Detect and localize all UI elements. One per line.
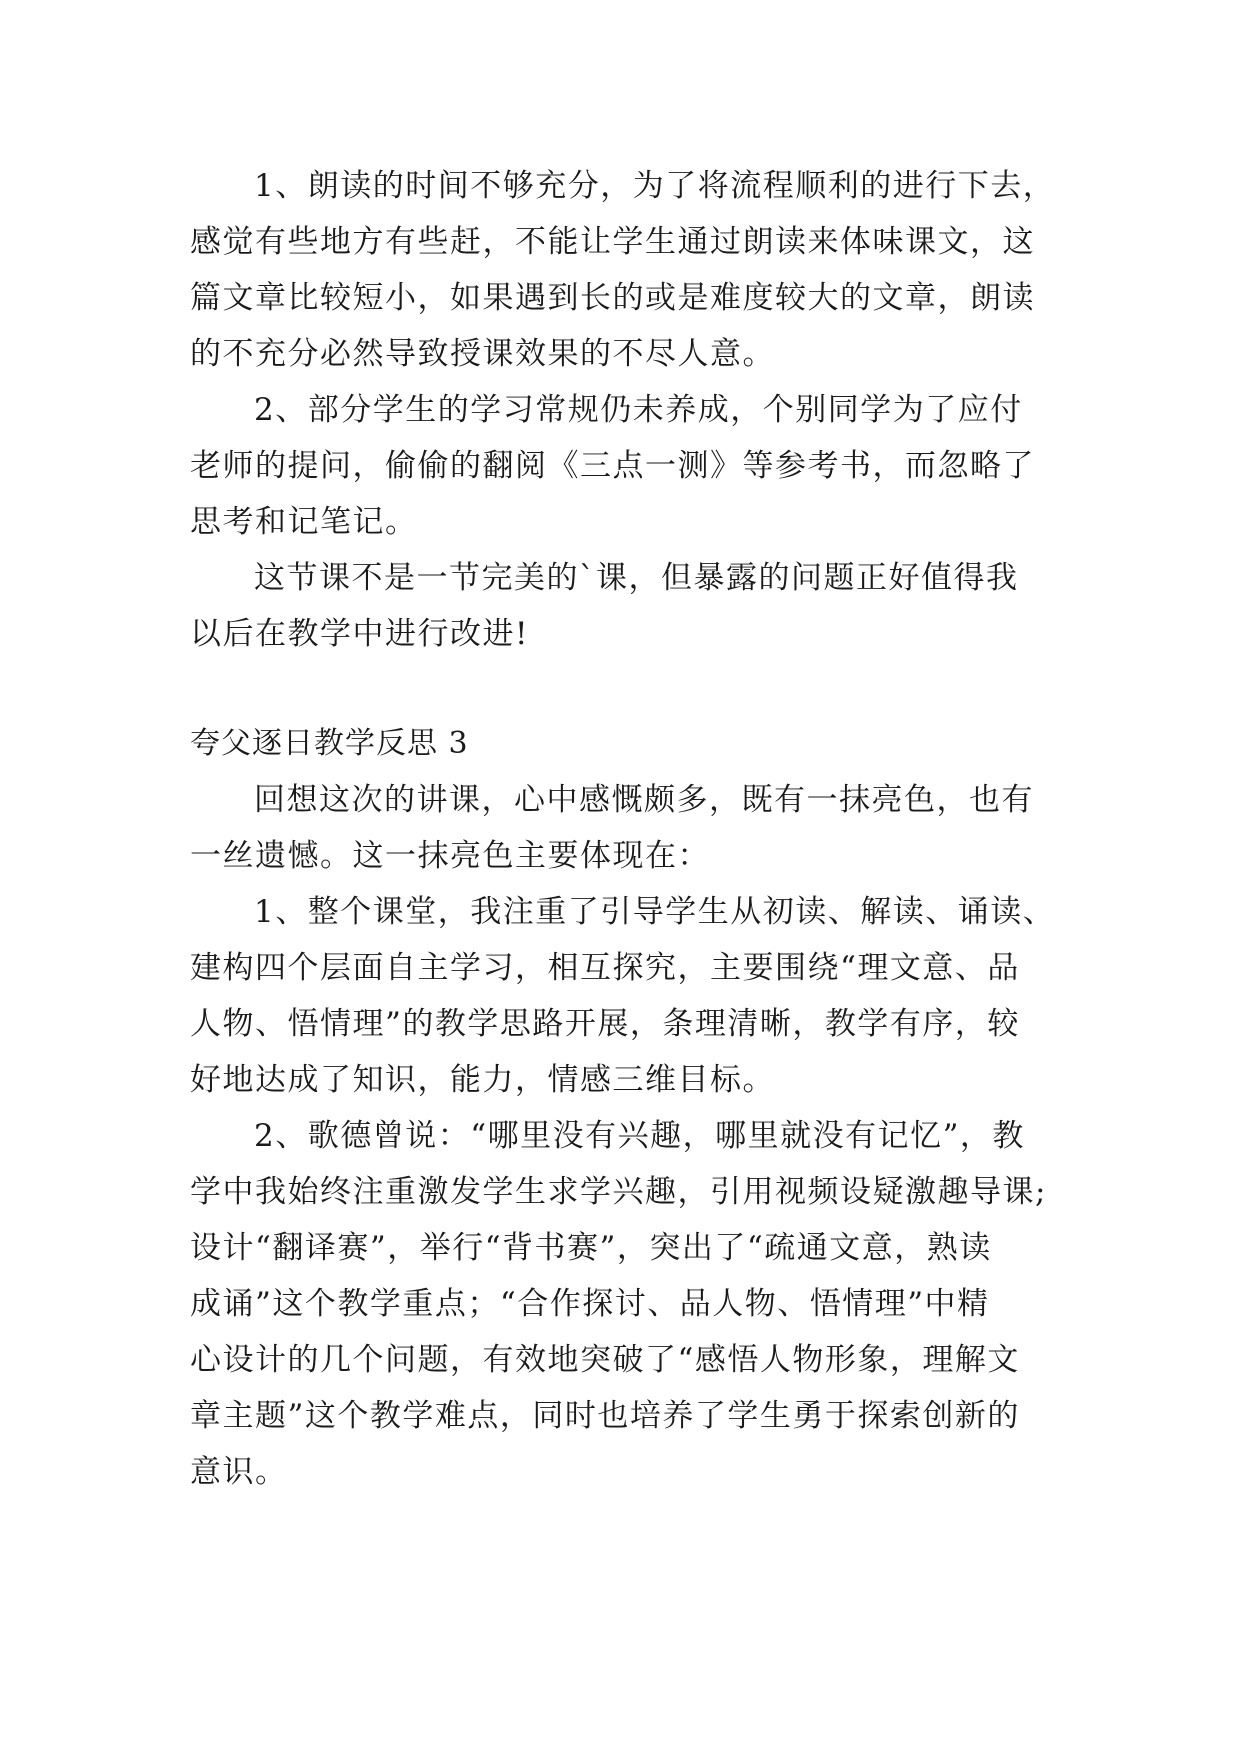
section-heading: 夸父逐日教学反思 3 [190, 726, 469, 761]
paragraph-reading-time [190, 158, 1056, 382]
paragraph-line: 意识。 [190, 1454, 288, 1490]
paragraph-line: 心设计的几个问题，有效地突破了“感悟人物形象，理解文 [190, 1342, 1020, 1378]
paragraph-line: 的不充分必然导致授课效果的不尽人意。 [190, 336, 775, 372]
paragraph-line: 老师的提问，偷偷的翻阅《三点一测》等参考书，而忽略了 [190, 448, 1035, 484]
paragraph-line: 感觉有些地方有些赶，不能让学生通过朗读来体味课文，这 [190, 224, 1035, 260]
paragraph-line: 1、朗读的时间不够充分，为了将流程顺利的进行下去， [254, 168, 1056, 204]
paragraph-line: 设计“翻译赛”，举行“背书赛”，突出了“疏通文意，熟读 [190, 1230, 992, 1266]
paragraph-classroom [190, 884, 1056, 1108]
paragraph-line: 成诵”这个教学重点；“合作探讨、品人物、悟情理”中精 [190, 1286, 990, 1322]
paragraph-line: 1、整个课堂，我注重了引导学生从初读、解读、诵读、 [254, 894, 1056, 930]
document-page [190, 158, 1056, 1500]
paragraph-line: 学中我始终注重激发学生求学兴趣，引用视频设疑激趣导课; [190, 1174, 1047, 1210]
paragraph-line: 一丝遗憾。这一抹亮色主要体现在： [190, 838, 710, 874]
paragraph-goethe [190, 1108, 1050, 1500]
paragraph-line: 好地达成了知识，能力，情感三维目标。 [190, 1062, 775, 1098]
paragraph-line: 建构四个层面自主学习，相互探究，主要围绕“理文意、品 [190, 950, 1020, 986]
paragraph-line: 2、歌德曾说：“哪里没有兴趣，哪里就没有记忆”，教 [254, 1118, 1025, 1154]
paragraph-intro [190, 772, 1050, 884]
paragraph-line: 思考和记笔记。 [190, 504, 418, 540]
paragraph-conclusion [190, 550, 1050, 662]
paragraph-study-habits [190, 382, 1050, 550]
section-gap [190, 662, 1050, 716]
paragraph-line: 2、部分学生的学习常规仍未养成，个别同学为了应付 [254, 392, 1023, 428]
paragraph-line: 回想这次的讲课，心中感慨颇多，既有一抹亮色，也有 [254, 782, 1034, 818]
paragraph-line: 以后在教学中进行改进! [190, 616, 529, 652]
paragraph-line: 人物、悟情理”的教学思路开展，条理清晰，教学有序，较 [190, 1006, 1020, 1042]
paragraph-line: 章主题”这个教学难点，同时也培养了学生勇于探索创新的 [190, 1398, 1020, 1434]
paragraph-line: 这节课不是一节完美的`课，但暴露的问题正好值得我 [254, 560, 1019, 596]
paragraph-line: 篇文章比较短小，如果遇到长的或是难度较大的文章，朗读 [190, 280, 1035, 316]
